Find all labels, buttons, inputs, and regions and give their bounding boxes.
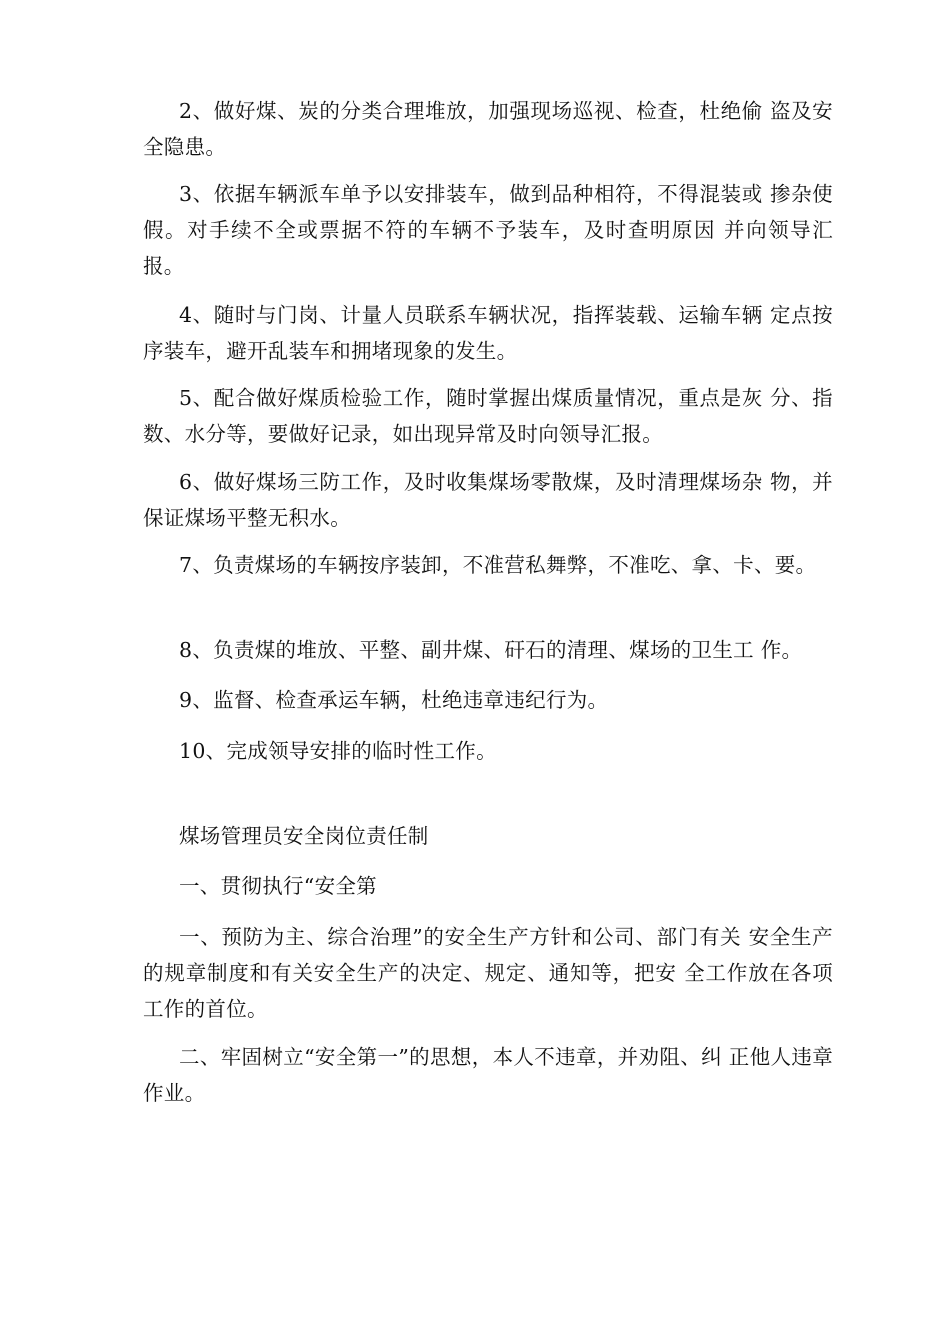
safety-item-2: 二、牢固树立“安全第一”的思想，本人不违章，并劝阻、纠 正他人违章作业。: [143, 1045, 833, 1105]
section-title: 煤场管理员安全岗位责任制: [179, 824, 429, 848]
duty-item-8: 8、负责煤的堆放、平整、副井煤、矸石的清理、煤场的卫生工 作。: [179, 638, 803, 662]
duty-item-9: 9、监督、检查承运车辆，杜绝违章违纪行为。: [179, 688, 609, 712]
duty-item-7: 7、负责煤场的车辆按序装卸，不准营私舞弊，不准吃、拿、卡、要。: [179, 553, 817, 577]
duty-item-3: 3、依据车辆派车单予以安排装车，做到品种相符，不得混装或 掺杂使假。对手续不全或票据不符的车辆不予装车，及时查明原因 并向领导汇报。: [143, 182, 833, 278]
duty-item-4: 4、随时与门岗、计量人员联系车辆状况，指挥装载、运输车辆 定点按序装车，避开乱装车和拥堵现象的发生。: [143, 303, 833, 363]
safety-item-1: 一、预防为主、综合治理”的安全生产方针和公司、部门有关 安全生产的规章制度和有关安全生产的决定、规定、通知等，把安 全工作放在各项工作的首位。: [143, 925, 833, 1021]
safety-item-1-start: 一、贯彻执行“安全第: [179, 874, 377, 898]
duty-item-2: 2、做好煤、炭的分类合理堆放，加强现场巡视、检查，杜绝偷 盗及安全隐患。: [143, 99, 833, 159]
duty-item-5: 5、配合做好煤质检验工作，随时掌握出煤质量情况，重点是灰 分、指数、水分等，要做好记录，如出现异常及时向领导汇报。: [143, 386, 833, 446]
duty-item-6: 6、做好煤场三防工作，及时收集煤场零散煤，及时清理煤场杂 物，并保证煤场平整无积水。: [143, 470, 833, 530]
duty-item-10: 10、完成领导安排的临时性工作。: [179, 739, 497, 763]
